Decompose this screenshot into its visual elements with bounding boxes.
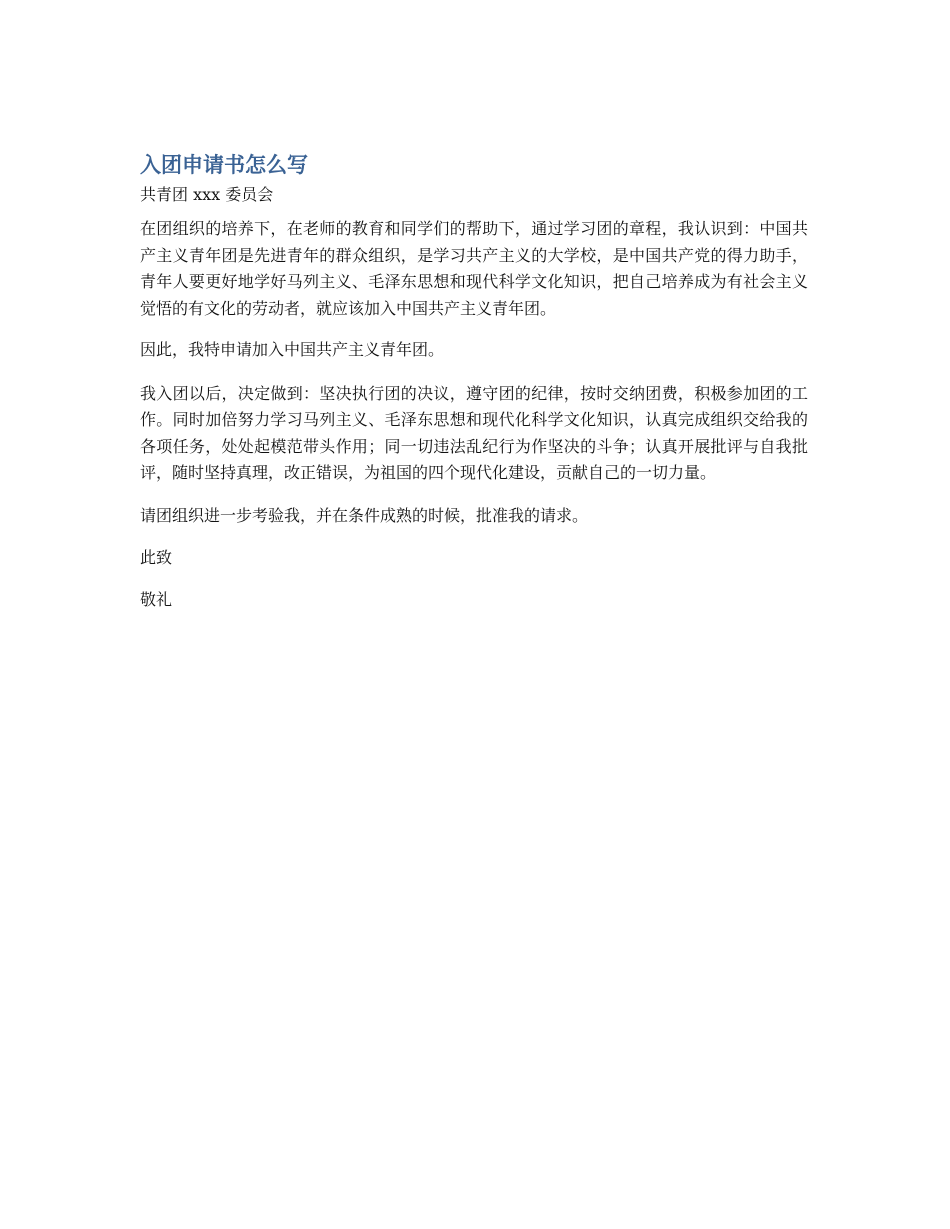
- paragraph-commitments: 我入团以后，决定做到：坚决执行团的决议，遵守团的纪律，按时交纳团费，积极参加团的工作。同时加倍努力学习马列主义、毛泽东思想和现代化科学文化知识，认真完成组织交给我的各项任务，处处起模范带头作用；同一切违法乱纪行为作坚决的斗争；认真开展批评与自我批评，随时坚持真理，改正错误，为祖国的四个现代化建设，贡献自己的一切力量。: [140, 383, 808, 482]
- paragraph-request: 请团组织进一步考验我，并在条件成熟的时候，批准我的请求。: [140, 505, 589, 525]
- closing-salutation: 此致: [140, 548, 173, 567]
- document-body: [140, 150, 808, 613]
- paragraph-application: 因此，我特申请加入中国共产主义青年团。: [140, 340, 445, 359]
- paragraph-understanding: 在团组织的培养下，在老师的教育和同学们的帮助下，通过学习团的章程，我认识到：中国共产主义青年团是先进青年的群众组织，是学习共产主义的大学校，是中国共产党的得力助手，青年人要更好地学好马列主义、毛泽东思想和现代科学文化知识，把自己培养成为有社会主义觉悟的有文化的劳动者，就应该加入中国共产主义青年团。: [140, 219, 808, 318]
- recipient-line: 共青团 xxx 委员会: [140, 185, 274, 204]
- closing-regards: 敬礼: [140, 589, 173, 609]
- document-title: 入团申请书怎么写: [140, 153, 308, 177]
